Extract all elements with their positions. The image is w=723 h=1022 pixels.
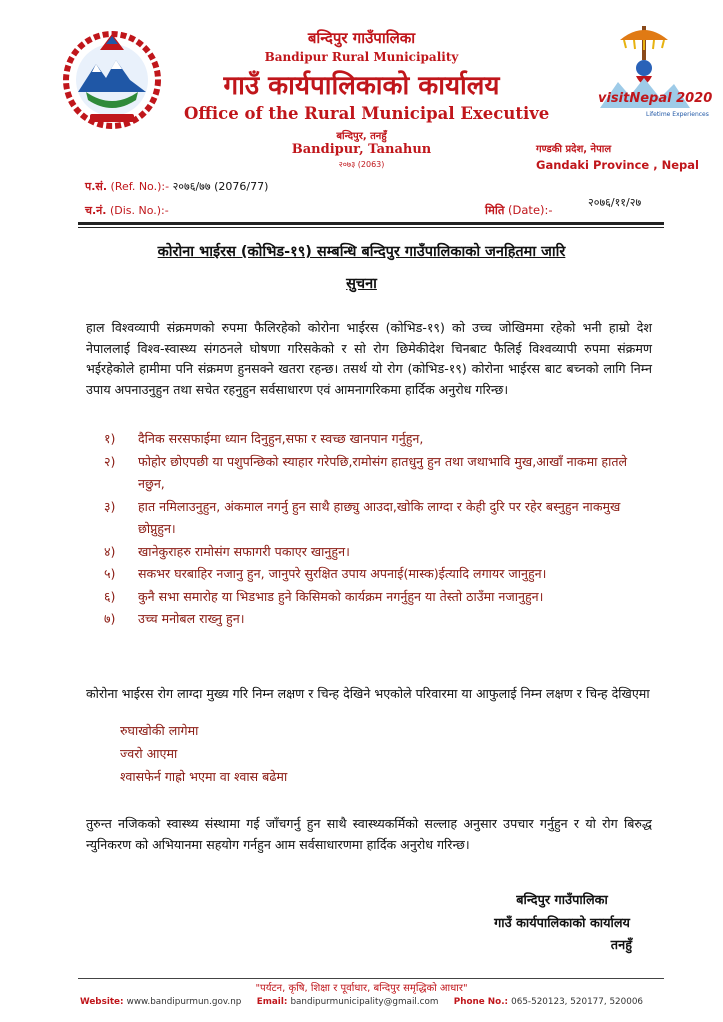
date-label-ne: मिति: [485, 203, 505, 217]
office-name-en: Office of the Rural Municipal Executive: [184, 104, 550, 123]
intro-paragraph: हाल विश्वव्यापी संक्रमणको रुपमा फैलिरहेको कोरोना भाईरस (कोभिड-१९) को उच्च जोखिममा रहेको भनी हाम्रो देश नेपाललाई विश्व-स्वास्थ्य संगठनले घोषणा गरिसकेको र सो रोग छिमेकीदेश चिनबाट फैलिई विश्वव्यापी रुपमा संक्रमण भईरहेकोले हामीमा पनि संक्रमण हुनसक्ने खतरा रहन्छ। तसर्थ यो रोग (कोभिड-१९) कोरोना भाईरस बाट बच्नको लागि निम्न उपाय अपनाउनुहुन तथा सचेत रहनुहुन सर्वसाधारण एवं आमनागरिकमा हार्दिक अनुरोध गरिन्छ।: [86, 320, 652, 397]
header-divider-thin: [78, 227, 664, 228]
footer-divider: [78, 978, 664, 979]
list-item: [104, 608, 652, 631]
date-label: [485, 203, 553, 218]
email-label: Email:: [256, 997, 288, 1007]
symptom-item: ज्वरो आएमा: [120, 745, 178, 761]
dis-label-en: (Dis. No.):-: [109, 204, 169, 217]
dis-label-ne: च.नं.: [85, 204, 107, 217]
list-item: [104, 496, 652, 541]
item-text: हात नमिलाउनुहुन, अंकमाल नगर्नु हुन साथै हाछ्यु आउदा,खोकि लाग्दा र केही दुरि पर रहेर बस्नुहुन नाकमुख छोप्नुहुन।: [138, 498, 621, 536]
list-item: [104, 563, 652, 586]
item-number: ४): [104, 543, 116, 559]
place-en: Bandipur, Tanahun: [291, 142, 432, 157]
item-text: फोहोर छोएपछी या पशुपन्छिको स्याहार गरेपछि,रामोसंग हातधुनु हुन तथा जथाभावि मुख,आखाँ नाकमा हातले नछुन,: [138, 453, 628, 491]
item-number: ५): [104, 566, 116, 581]
closing-paragraph: तुरुन्त नजिकको स्वास्थ्य संस्थामा गई जाँचगर्नु हुन साथै स्वास्थ्यकर्मिको सल्लाह अनुसार उपचार गर्नुहुन र यो रोग बिरुद्ध न्युनिकरण को अभियानमा सहयोग गर्नहुन आम सर्वसाधारणमा हार्दिक अनुरोध गरिन्छ।: [86, 816, 652, 852]
website-label: Website:: [79, 997, 124, 1007]
footer-contact: [0, 997, 723, 1007]
notice-subtitle: सुचना: [346, 276, 377, 292]
province-en: Gandaki Province , Nepal: [536, 158, 699, 172]
item-number: ७): [104, 611, 116, 626]
date-value: २०७६/११/२७: [588, 196, 642, 209]
ref-label-ne: प.सं.: [85, 180, 108, 193]
notice-title: कोरोना भाईरस (कोभिड-१९) सम्बन्धि बन्दिपुर गाउँपालिकाको जनहितमा जारि: [157, 244, 566, 260]
email-link[interactable]: bandipurmunicipality@gmail.com: [290, 997, 439, 1007]
ref-value: २०७६/७७ (2076/77): [172, 180, 269, 193]
date-label-en: (Date):-: [508, 203, 553, 217]
municipality-name-en: Bandipur Rural Municipality: [264, 50, 459, 64]
item-number: २): [104, 453, 116, 469]
signature-line-3: तनहुँ: [610, 938, 632, 953]
office-name-ne: गाउँ कार्यपालिकाको कार्यालय: [223, 71, 500, 101]
place-ne: बन्दिपुर, तनहुँ: [336, 131, 387, 142]
province-ne: गण्डकी प्रदेश, नेपाल: [536, 144, 612, 155]
header-divider: [78, 222, 664, 225]
item-number: १): [104, 431, 116, 446]
item-number: ६): [104, 588, 116, 604]
list-item: [104, 428, 652, 451]
visit-nepal-tagline: Lifetime Experiences: [646, 111, 709, 118]
phone-label: Phone No.:: [453, 997, 509, 1007]
item-text: कुनै सभा समारोह या भिडभाड हुने किसिमको कार्यक्रम नगर्नुहुन या तेस्तो ठाउँमा नजानुहुन।: [138, 588, 544, 604]
signature-line-2: गाउँ कार्यपालिकाको कार्यालय: [494, 915, 630, 931]
signature-line-1: बन्दिपुर गाउँपालिका: [516, 893, 608, 908]
dispatch-number: [85, 203, 169, 218]
symptom-item: श्वासफेर्न गाह्रो भएमा वा श्वास बढेमा: [120, 768, 288, 784]
symptoms-list: [120, 720, 287, 788]
list-item: [104, 451, 652, 496]
measures-list: [104, 428, 652, 631]
list-item: [104, 541, 652, 564]
item-text: उच्च मनोबल राख्नु हुन।: [138, 611, 245, 626]
item-text: खानेकुराहरु रामोसंग सफागरी पकाएर खानुहुन।: [138, 543, 350, 559]
item-text: दैनिक सरसफाईमा ध्यान दिनुहुन,सफा र स्वच्छ खानपान गर्नुहुन,: [138, 431, 424, 446]
phone-number: 065-520123, 520177, 520006: [511, 997, 644, 1007]
municipality-name-ne: बन्दिपुर गाउँपालिका: [307, 29, 416, 47]
ref-label-en: (Ref. No.):-: [110, 180, 170, 193]
svg-text:visitNepal 2020: visitNepal 2020: [598, 91, 713, 106]
website-link[interactable]: www.bandipurmun.gov.np: [126, 997, 242, 1007]
item-number: ३): [104, 498, 116, 514]
established-year: २०७३ (2063): [338, 160, 385, 169]
reference-number: [85, 179, 268, 194]
item-text: सकभर घरबाहिर नजानु हुन, जानुपरे सुरक्षित उपाय अपनाई(मास्क)ईत्यादि लगायर जानुहुन।: [138, 566, 547, 581]
footer-motto: "पर्यटन, कृषि, शिक्षा र पूर्वाधार, बन्दिपुर समृद्धिको आधार": [255, 983, 468, 994]
signature-block: [462, 890, 662, 958]
symptom-item: रुघाखोकी लागेमा: [120, 723, 199, 738]
list-item: [104, 586, 652, 609]
symptoms-intro: कोरोना भाईरस रोग लाग्दा मुख्य गरि निम्न लक्षण र चिन्ह देखिने भएकोले परिवारमा या आफुलाई निम्न लक्षण र चिन्ह देखिएमा: [86, 686, 650, 701]
